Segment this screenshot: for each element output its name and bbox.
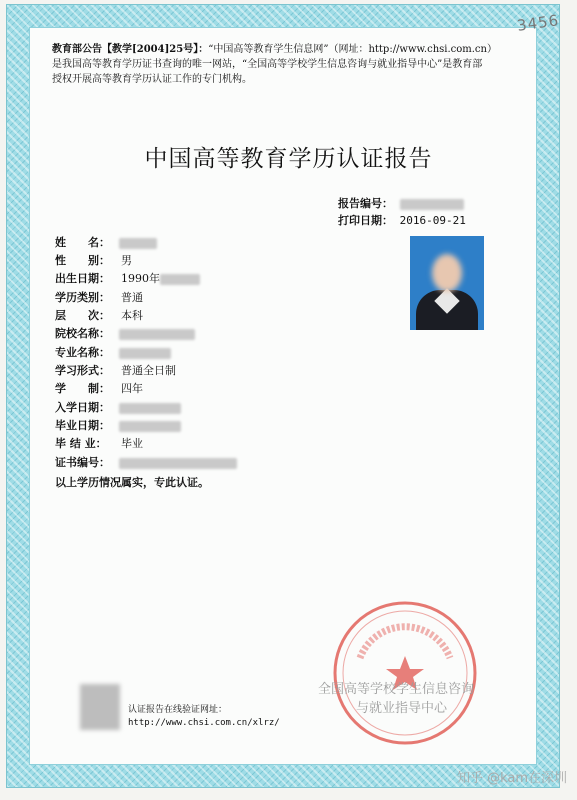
watermark: 知乎 @kam在深圳 — [456, 771, 567, 786]
seal-org-line1: 全国高等学校学生信息咨询 — [318, 682, 475, 697]
certification-statement: 以上学历情况属实，专此认证。 — [55, 476, 209, 489]
field-value: 普通 — [121, 291, 143, 304]
field-enrollment-date — [55, 399, 181, 417]
field-value: 本科 — [121, 309, 143, 322]
field-value: 四年 — [121, 382, 143, 395]
print-date-label: 打印日期： — [338, 214, 393, 227]
field-value: 1990年 — [121, 272, 160, 285]
verify-url: http://www.chsi.com.cn/xlrz/ — [128, 718, 280, 728]
field-label: 学习形式： — [55, 364, 110, 377]
field-school-name — [55, 325, 195, 343]
handwritten-number: 3456 — [515, 11, 561, 35]
field-label: 性 别： — [55, 254, 110, 267]
field-label: 毕 结 业： — [55, 437, 107, 450]
field-label: 证书编号： — [55, 456, 110, 469]
report-number-row — [338, 195, 464, 211]
verify-label: 认证报告在线验证网址： — [128, 705, 228, 715]
official-seal-icon — [330, 598, 480, 748]
field-study-mode — [55, 362, 176, 380]
field-label: 层 次： — [55, 309, 110, 322]
field-label: 入学日期： — [55, 401, 110, 414]
field-label: 院校名称： — [55, 327, 110, 340]
field-level — [55, 307, 143, 325]
field-value: 毕业 — [121, 437, 143, 450]
page-title: 中国高等教育学历认证报告 — [144, 146, 433, 172]
redacted-report-number — [400, 199, 464, 210]
redacted-value — [119, 238, 157, 249]
field-value: 普通全日制 — [121, 364, 176, 377]
notice-line1: “中国高等教育学生信息网”（网址：http://www.chsi.com.cn） — [208, 44, 497, 55]
field-label: 毕业日期： — [55, 419, 110, 432]
field-duration — [55, 380, 143, 398]
redacted-value — [160, 274, 200, 285]
field-education-type — [55, 289, 143, 307]
notice-line3: 授权开展高等教育学历认证工作的专门机构。 — [52, 74, 252, 85]
id-photo — [410, 236, 484, 330]
seal-org-line2: 与就业指导中心 — [356, 701, 448, 716]
field-label: 出生日期： — [55, 272, 110, 285]
field-name — [55, 234, 157, 252]
field-value: 男 — [121, 254, 132, 267]
ministry-notice — [52, 42, 497, 87]
field-label: 学 制： — [55, 382, 110, 395]
field-certificate-number — [55, 454, 237, 472]
print-date-value: 2016-09-21 — [399, 214, 466, 227]
field-completion-status — [55, 435, 143, 453]
notice-bold: 教育部公告【教学[2004]25号】： — [52, 44, 209, 55]
field-birth-date — [55, 270, 200, 288]
redacted-value — [119, 458, 237, 469]
redacted-value — [119, 348, 171, 359]
notice-line2: 是我国高等教育学历证书查询的唯一网站，“全国高等学校学生信息咨询与就业指导中心”是教育部 — [52, 59, 483, 70]
field-label: 姓 名： — [55, 236, 110, 249]
redacted-value — [119, 329, 195, 340]
field-graduation-date — [55, 417, 181, 435]
field-gender — [55, 252, 132, 270]
field-label: 学历类别： — [55, 291, 110, 304]
qr-code — [80, 684, 120, 730]
redacted-value — [119, 403, 181, 414]
field-major — [55, 344, 171, 362]
report-number-label: 报告编号： — [338, 197, 393, 210]
field-label: 专业名称： — [55, 346, 110, 359]
redacted-value — [119, 421, 181, 432]
print-date-row — [338, 212, 466, 228]
